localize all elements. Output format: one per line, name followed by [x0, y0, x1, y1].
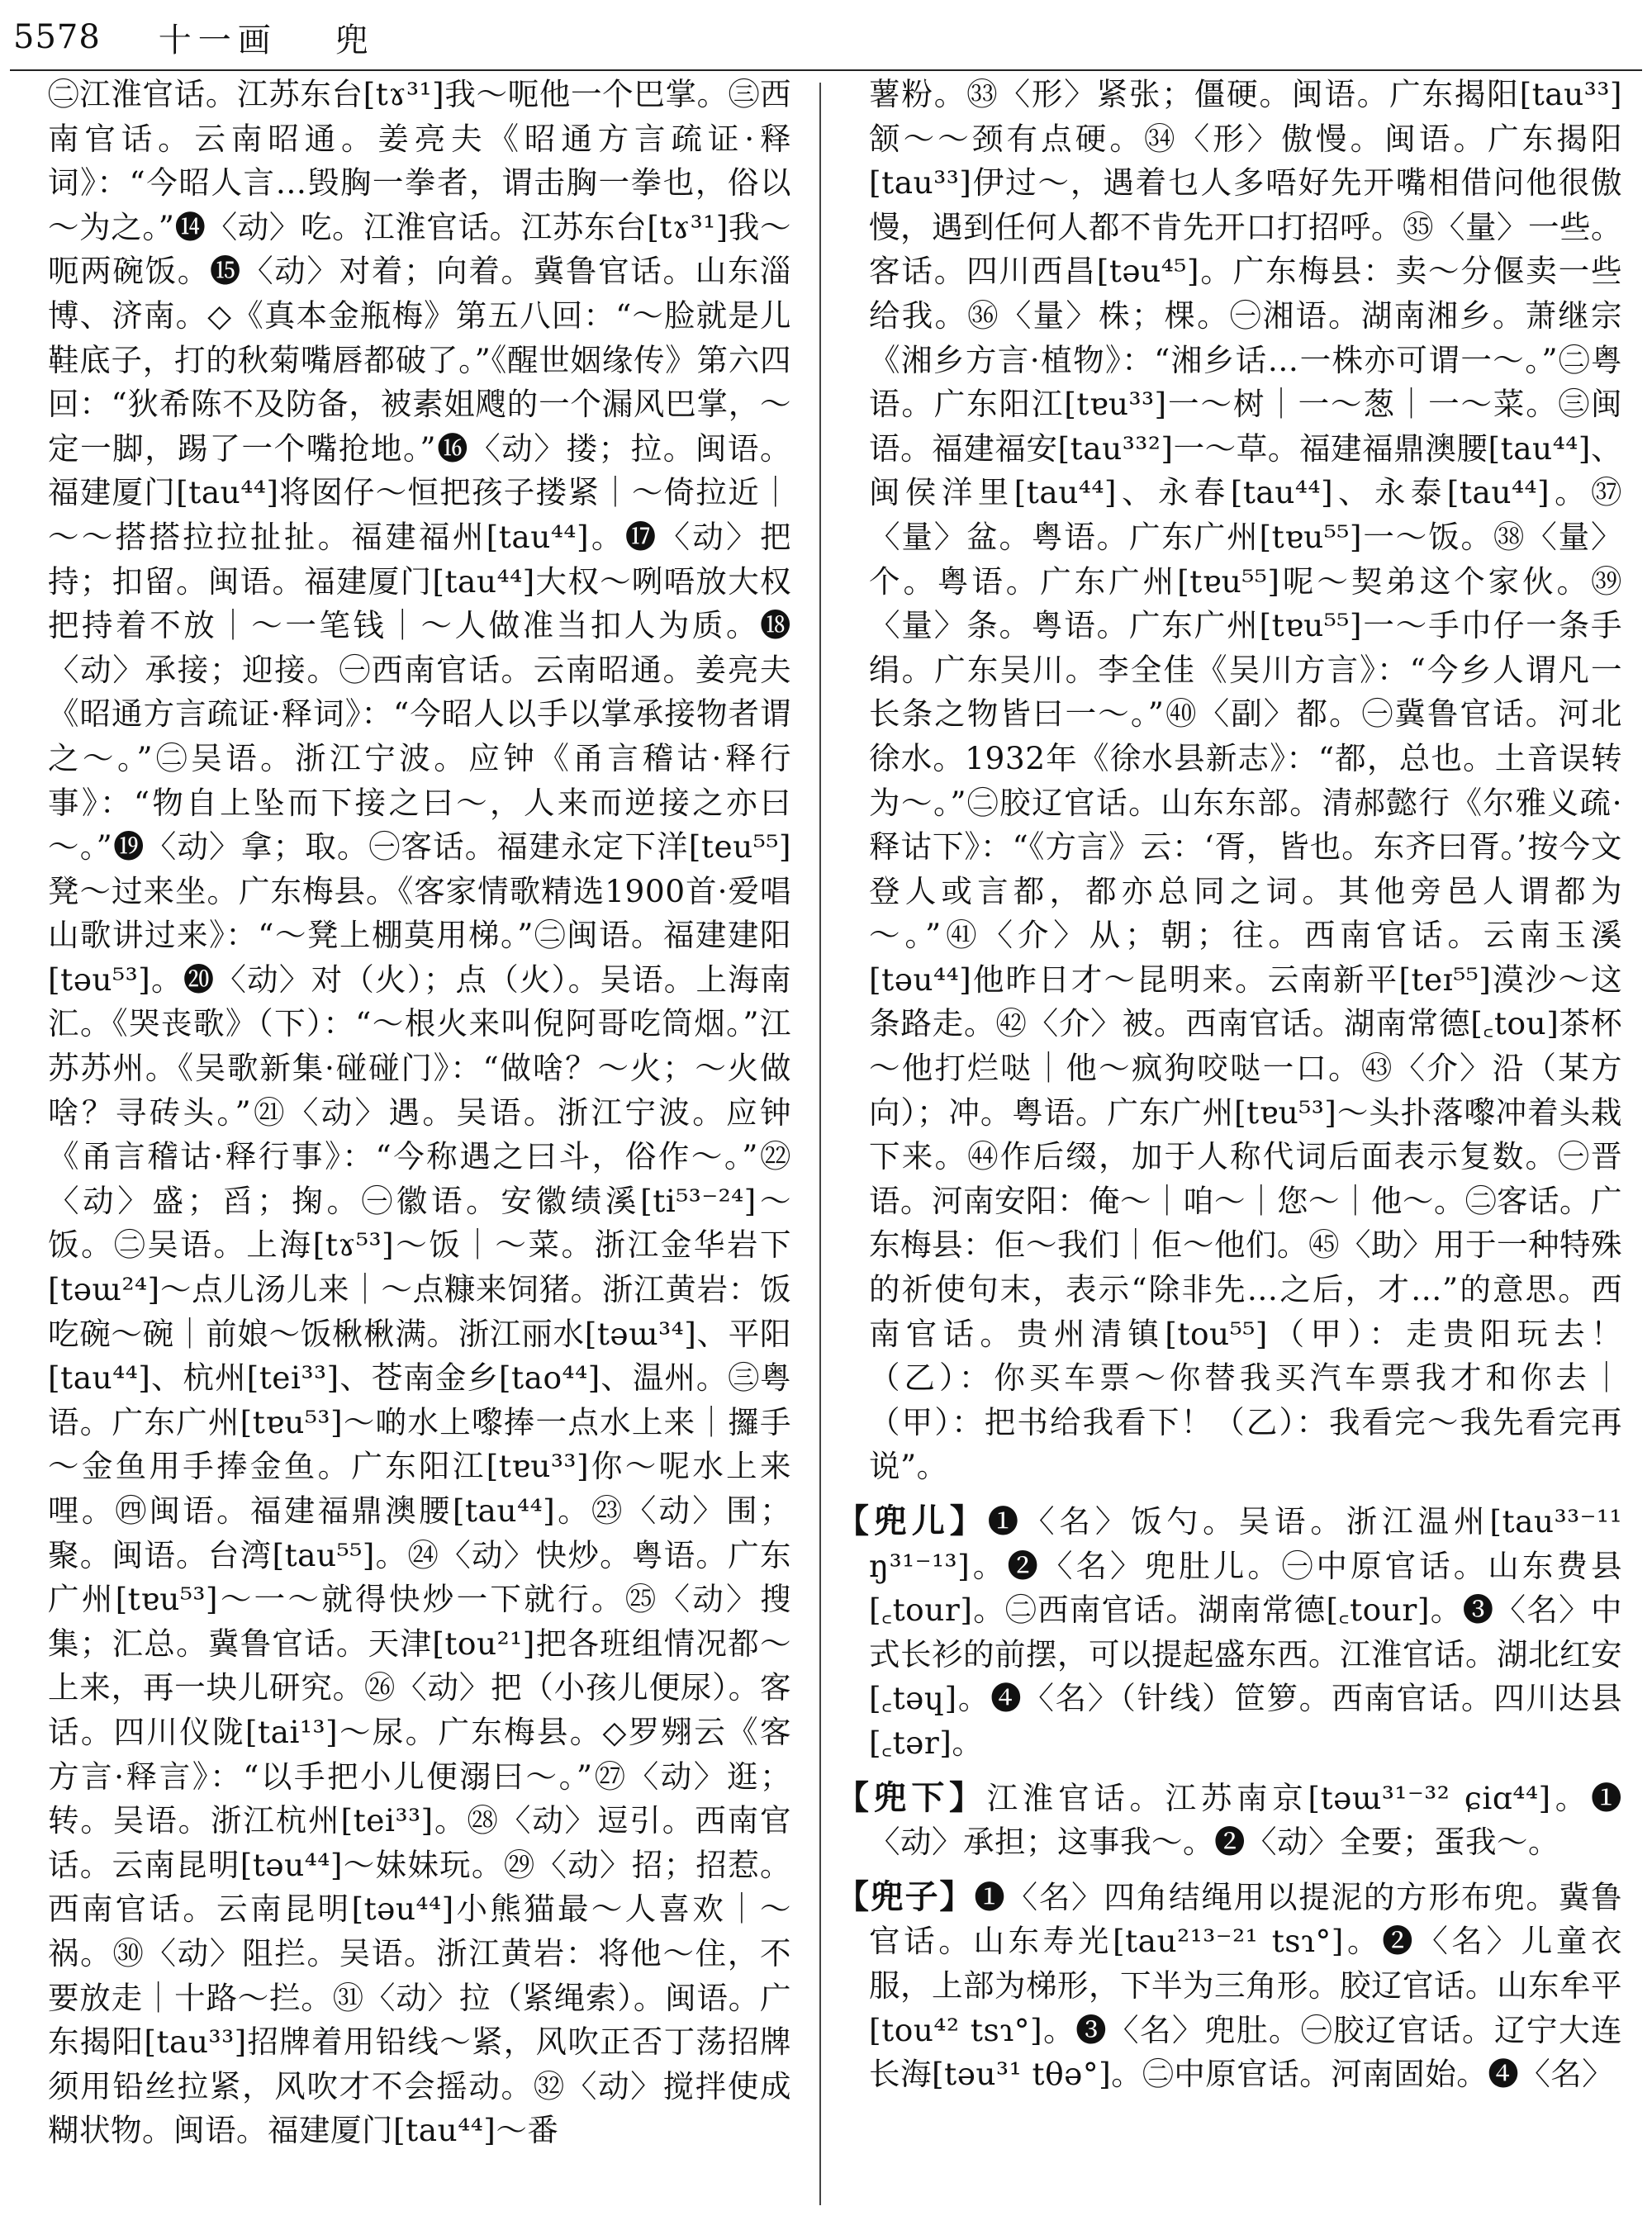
entry-douer — [836, 1499, 1622, 1766]
head-character: 兜 — [335, 21, 368, 59]
header-rule — [10, 69, 1642, 71]
left-column — [48, 73, 791, 2153]
left-column-text: ㊁江淮官话。江苏东台[tɤ³¹]我～呃他一个巴掌。㊂西南官话。云南昭通。姜亮夫《昭通方言疏证·释词》：“今昭人言…毁胸一拳者，谓击胸一拳也，俗以～为之。”⓮〈动〉吃。江淮官话。江苏东台[tɤ³¹]我～呃两碗饭。⓯〈动〉对着；向着。冀鲁官话。山东淄博、济南。◇《真本金瓶梅》第五八回：“～脸就是儿鞋底子，打的秋菊嘴唇都破了。”《醒世姻缘传》第六四回：“狄希陈不及防备，被素姐飕的一个漏风巴掌，～定一脚，踢了一个嘴抢地。”⓰〈动〉搂；拉。闽语。福建厦门[tau⁴⁴]将囡仔～恒把孩子搂紧｜～倚拉近｜～～搭搭拉拉扯扯。福建福州[tau⁴⁴]。⓱〈动〉把持；扣留。闽语。福建厦门[tau⁴⁴]大权～咧唔放大权把持着不放｜～一笔钱｜～人做准当扣人为质。⓲〈动〉承接；迎接。㊀西南官话。云南昭通。姜亮夫《昭通方言疏证·释词》：“今昭人以手以掌承接物者谓之～。”㊁吴语。浙江宁波。应钟《甬言稽诂·释行事》：“物自上坠而下接之曰～，人来而逆接之亦曰～。”⓳〈动〉拿；取。㊀客话。福建永定下洋[teu⁵⁵]凳～过来坐。广东梅县。《客家情歌精选1900首·爱唱山歌讲过来》：“～凳上棚莫用梯。”㊁闽语。福建建阳[təu⁵³]。⓴〈动〉对（火）；点（火）。吴语。上海南汇。《哭丧歌》（下）：“～根火来叫倪阿哥吃筒烟。”江苏苏州。《吴歌新集·碰碰门》：“做啥？～火；～火做啥？寻砖头。”㉑〈动〉遇。吴语。浙江宁波。应钟《甬言稽诂·释行事》：“今称遇之曰斗，俗作～。”㉒〈动〉盛；舀；掬。㊀徽语。安徽绩溪[ti⁵³⁻²⁴]～饭。㊁吴语。上海[tɤ⁵³]～饭｜～菜。浙江金华岩下[təɯ²⁴]～点儿汤儿来｜～点糠来饲猪。浙江黄岩：饭吃碗～碗｜前娘～饭楸楸满。浙江丽水[təɯ³⁴]、平阳[tau⁴⁴]、杭州[tei³³]、苍南金乡[tao⁴⁴]、温州。㊂粤语。广东广州[tɐu⁵³]～啲水上嚟捧一点水上来｜攞手～金鱼用手捧金鱼。广东阳江[tɐu³³]你～呢水上来哩。㊃闽语。福建福鼎澳腰[tau⁴⁴]。㉓〈动〉围；聚。闽语。台湾[tau⁵⁵]。㉔〈动〉快炒。粤语。广东广州[tɐu⁵³]～一～就得快炒一下就行。㉕〈动〉搜集；汇总。冀鲁官话。天津[tou²¹]把各班组情况都～上来，再一块儿研究。㉖〈动〉把（小孩儿便尿）。客话。四川仪陇[tai¹³]～尿。广东梅县。◇罗翙云《客方言·释言》：“以手把小儿便溺曰～。”㉗〈动〉逛；转。吴语。浙江杭州[tei³³]。㉘〈动〉逗引。西南官话。云南昆明[təu⁴⁴]～妹妹玩。㉙〈动〉招；招惹。西南官话。云南昆明[təu⁴⁴]小熊猫最～人喜欢｜～祸。㉚〈动〉阻拦。吴语。浙江黄岩：将他～住，不要放走｜十路～拦。㉛〈动〉拉（紧绳索）。闽语。广东揭阳[tau³³]招牌着用铅线～紧，风吹正否丁荡招牌须用铅丝拉紧，风吹才不会摇动。㉜〈动〉搅拌使成糊状物。闽语。福建厦门[tau⁴⁴]～番 — [48, 76, 791, 2149]
right-column-text: 薯粉。㉝〈形〉紧张；僵硬。闽语。广东揭阳[tau³³]颔～～颈有点硬。㉞〈形〉傲慢。闽语。广东揭阳[tau³³]伊过～，遇着乜人多唔好先开嘴相借问他很傲慢，遇到任何人都不肯先开口打招呼。㉟〈量〉一些。客话。四川西昌[təu⁴⁵]。广东梅县：卖～分偃卖一些给我。㊱〈量〉株；棵。㊀湘语。湖南湘乡。萧继宗《湘乡方言·植物》：“湘乡话…一株亦可谓一～。”㊁粤语。广东阳江[tɐu³³]一～树｜一～葱｜一～菜。㊂闽语。福建福安[tau³³²]一～草。福建福鼎澳腰[tau⁴⁴]、闽侯洋里[tau⁴⁴]、永春[tau⁴⁴]、永泰[tau⁴⁴]。㊲〈量〉盆。粤语。广东广州[tɐu⁵⁵]一～饭。㊳〈量〉个。粤语。广东广州[tɐu⁵⁵]呢～契弟这个家伙。㊴〈量〉条。粤语。广东广州[tɐu⁵⁵]一～手巾仔一条手绢。广东吴川。李全佳《吴川方言》：“今乡人谓凡一长条之物皆曰一～。”㊵〈副〉都。㊀冀鲁官话。河北徐水。1932年《徐水县新志》：“都，总也。土音误转为～。”㊁胶辽官话。山东东部。清郝懿行《尔雅义疏·释诂下》：“《方言》云：‘胥，皆也。东齐曰胥。’按今文登人或言都，都亦总同之词。其他旁邑人谓都为～。”㊶〈介〉从；朝；往。西南官话。云南玉溪[təu⁴⁴]他昨日才～昆明来。云南新平[teɪ⁵⁵]漠沙～这条路走。㊷〈介〉被。西南官话。湖南常德[꜀tou]茶杯～他打烂哒｜他～疯狗咬哒一口。㊸〈介〉沿（某方向）；冲。粤语。广东广州[tɐu⁵³]～头扑落嚟冲着头栽下来。㊹作后缀，加于人称代词后面表示复数。㊀晋语。河南安阳：俺～｜咱～｜您～｜他～。㊁客话。广东梅县：佢～我们｜佢～他们。㊺〈助〉用于一种特殊的祈使句末，表示“除非先…之后，才…”的意思。西南官话。贵州清镇[tou⁵⁵]（甲）：走贵阳玩去！（乙）：你买车票～你替我买汽车票我才和你去｜（甲）：把书给我看下！（乙）：我看完～我先看完再说”。 — [869, 76, 1622, 1485]
entry-text: ❶〈名〉四角结绳用以提泥的方形布兜。冀鲁官话。山东寿光[tau²¹³⁻²¹ tsɿ°]。❷〈名〉儿童衣服，上部为梯形，下半为三角形。胶辽官话。山东牟平[tou⁴² tsɿ°]。❸〈名〉兜肚。㊀胶辽官话。辽宁大连长海[təu³¹ tθə°]。㊁中原官话。河南固始。❹〈名〉 — [869, 1878, 1622, 2093]
entry-headword: 【兜儿】 — [836, 1502, 988, 1540]
column-divider — [819, 83, 821, 2205]
section-label: 十一画 — [158, 21, 278, 59]
entry-text: ❶〈名〉饭勺。吴语。浙江温州[tau³³⁻¹¹ ŋ³¹⁻¹³]。❷〈名〉兜肚儿。㊀中原官话。山东费县[꜀tour]。㊁西南官话。湖南常德[꜀tour]。❸〈名〉中式长衫的前摆，可以提起盛东西。江淮官话。湖北红安[꜀təɥ]。❹〈名〉（针线）笸箩。西南官话。四川达县[꜀tər]。 — [869, 1503, 1622, 1761]
entry-douxia — [836, 1776, 1622, 1865]
page-header — [13, 10, 368, 64]
page-number: 5578 — [13, 18, 101, 56]
entry-headword: 【兜子】 — [836, 1877, 975, 1916]
entry-headword: 【兜下】 — [836, 1777, 987, 1817]
right-column — [836, 73, 1622, 2097]
entry-text: 江淮官话。江苏南京[təɯ³¹⁻³² ɕiɑ⁴⁴]。❶〈动〉承担；这事我～。❷〈动〉全要；蛋我～。 — [869, 1779, 1622, 1861]
entry-douzi — [836, 1875, 1622, 2097]
